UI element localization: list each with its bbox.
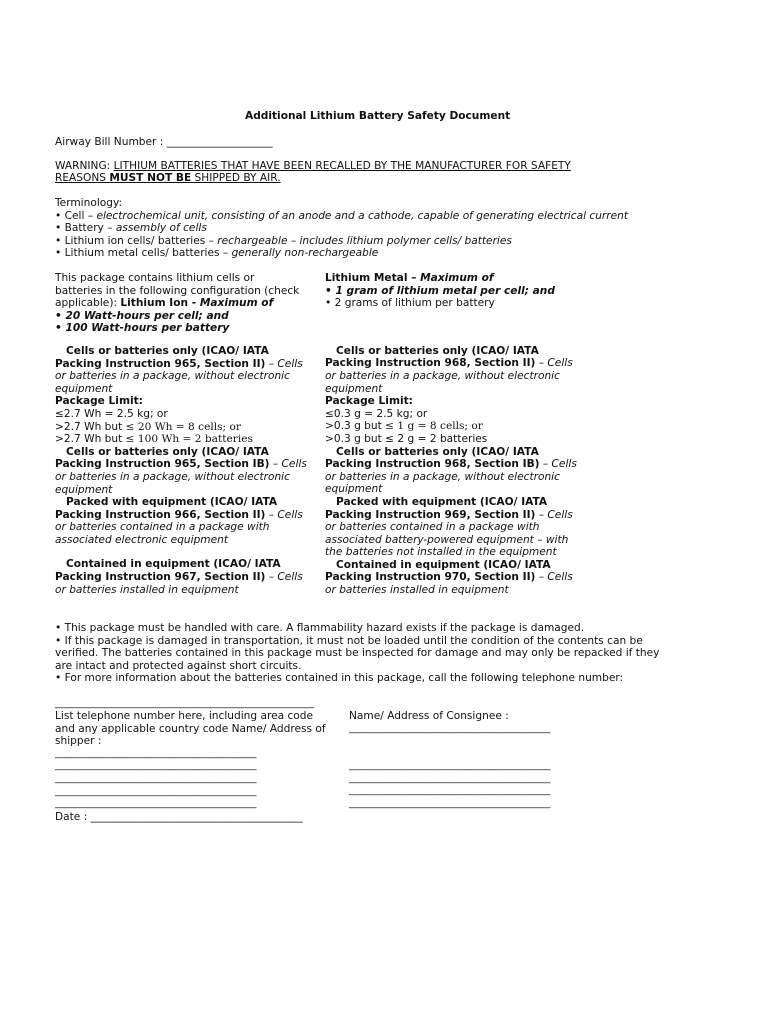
package-limit-heading: Package Limit:	[55, 395, 143, 408]
pi966-line	[55, 509, 307, 522]
consignee-blank-line[interactable]: __________________________________________	[349, 760, 551, 772]
maximum-of: Maximum of	[420, 272, 494, 284]
pi968-ii-heading: Cells or batteries only (ICAO/ IATA	[336, 344, 539, 357]
pi969-desc-3: associated battery-powered equipment – with	[325, 533, 569, 546]
pi970-line	[325, 571, 577, 584]
pi966-heading: Packed with equipment (ICAO/ IATA	[66, 496, 278, 509]
limit-3a: >2.7 Wh but	[55, 433, 126, 446]
consignee-blank-line[interactable]: __________________________________________	[349, 797, 551, 809]
shipper-blank-line[interactable]: __________________________________________	[55, 785, 257, 797]
ion-bullet-2: • 100 Watt-hours per battery	[55, 322, 230, 335]
dash: –	[535, 571, 548, 584]
term-label: • Lithium metal cells/ batteries –	[55, 247, 232, 260]
note-damaged-2: verified. The batteries contained in this package must be inspected for damage and may only be repacked if they	[55, 647, 660, 660]
maximum-of: Maximum of	[199, 297, 274, 310]
shipper-blank-line[interactable]: __________________________________________	[55, 760, 257, 772]
metal-bullet-2: • 2 grams of lithium per battery	[325, 297, 495, 310]
dash: –	[265, 571, 278, 584]
term-cell	[55, 210, 628, 223]
package-limit-heading: Package Limit:	[325, 395, 413, 408]
term-lithium-ion	[55, 235, 628, 248]
lithium-ion-label: Lithium Ion -	[120, 297, 200, 310]
term-lithium-metal	[55, 247, 628, 260]
desc: Cells	[277, 571, 303, 584]
pi970-desc-2: or batteries installed in equipment	[325, 584, 509, 597]
note-damaged-1: • If this package is damaged in transportation, it must not be loaded until the condition of the contents can be	[55, 634, 643, 647]
airway-bill-field: Airway Bill Number : ____________________	[55, 136, 273, 148]
pi965-ib-line	[55, 458, 307, 471]
pi968-ii-line	[325, 357, 577, 370]
desc: Cells	[551, 458, 577, 471]
lithium-metal-label: Lithium Metal –	[325, 272, 421, 284]
pi965-ii-heading: Cells or batteries only (ICAO/ IATA	[66, 344, 269, 357]
consignee-blank-line[interactable]: __________________________________________	[349, 785, 551, 797]
limit-2	[55, 421, 307, 434]
lithium-ion-column	[55, 272, 307, 596]
pi967-label: Packing Instruction 967, Section II)	[55, 571, 266, 584]
desc: Cells	[547, 357, 573, 370]
term-label: • Cell –	[55, 209, 97, 222]
shipper-label-2: and any applicable country code Name/ Address of	[55, 722, 326, 735]
shipper-blank-line[interactable]: __________________________________________	[55, 747, 257, 759]
consignee-label: Name/ Address of Consignee :	[349, 710, 509, 722]
shipper-block	[55, 710, 326, 823]
pi968-ii-desc-3: equipment	[325, 382, 383, 395]
note-more-info: • For more information about the batteries contained in this package, call the following telephone number:	[55, 672, 624, 685]
desc: Cells	[281, 458, 307, 471]
pi969-desc-4: the batteries not installed in the equipment	[325, 546, 557, 559]
warning-prefix: WARNING:	[55, 160, 114, 172]
warning-text-2a: REASONS	[55, 172, 110, 184]
note-handle-care: • This package must be handled with care. A flammability hazard exists if the package is damaged.	[55, 622, 585, 634]
pi965-ii-label: Packing Instruction 965, Section II)	[55, 357, 266, 370]
term-label: • Battery –	[55, 222, 116, 235]
limit-2a: >2.7 Wh but	[55, 420, 126, 433]
shipper-blank-line[interactable]: __________________________________________	[55, 772, 257, 784]
note-damaged-3: are intact and protected against short circuits.	[55, 659, 302, 672]
dash: –	[265, 508, 278, 521]
warning-text-1: LITHIUM BATTERIES THAT HAVE BEEN RECALLED BY THE MANUFACTURER FOR SAFETY	[113, 160, 571, 172]
metal-heading	[325, 272, 577, 285]
shipper-label-1: List telephone number here, including area code	[55, 710, 314, 722]
limit-3b: ≤ 100 Wh = 2 batteries	[125, 433, 253, 446]
pi965-ii-desc-3: equipment	[55, 382, 113, 395]
limit-1: ≤0.3 g = 2.5 kg; or	[325, 407, 428, 420]
terminology-section	[55, 197, 628, 260]
document-title: Additional Lithium Battery Safety Document	[245, 110, 511, 122]
term-definition: rechargeable – includes lithium polymer cells/ batteries	[217, 234, 512, 247]
pi967-heading: Contained in equipment (ICAO/ IATA	[66, 558, 281, 571]
pi965-ib-desc-2: or batteries in a package, without electronic	[55, 470, 290, 483]
consignee-blank-line[interactable]: __________________________________________	[349, 772, 551, 784]
warning-line-1	[55, 160, 571, 173]
pi966-desc-2: or batteries contained in a package with	[55, 521, 270, 534]
shipper-blank-line[interactable]: __________________________________________	[55, 798, 257, 810]
limit-2	[325, 420, 577, 433]
dash: –	[539, 458, 552, 471]
shipper-label-3: shipper :	[55, 735, 102, 748]
warning-line-2	[55, 172, 281, 185]
limit-3: >0.3 g but ≤ 2 g = 2 batteries	[325, 432, 488, 445]
pi968-ii-label: Packing Instruction 968, Section II)	[325, 357, 536, 370]
lithium-metal-column	[325, 272, 577, 597]
intro-applicable: applicable):	[55, 297, 121, 310]
desc: Cells	[547, 571, 573, 584]
pi966-desc-3: associated electronic equipment	[55, 533, 229, 546]
term-definition: assembly of cells	[115, 222, 207, 235]
pi968-ib-desc-2: or batteries in a package, without electronic	[325, 470, 560, 483]
telephone-line[interactable]: ______________________________________________________	[55, 698, 315, 709]
pi965-ib-label: Packing Instruction 965, Section IB)	[55, 458, 270, 471]
desc: Cells	[547, 508, 573, 521]
pi969-desc-2: or batteries contained in a package with	[325, 521, 540, 534]
pi965-ii-desc-2: or batteries in a package, without electronic	[55, 370, 290, 383]
pi969-heading: Packed with equipment (ICAO/ IATA	[336, 495, 548, 508]
warning-must-not-be: MUST NOT BE	[109, 172, 192, 184]
warning-text-2c: SHIPPED BY AIR.	[191, 172, 281, 184]
consignee-block	[349, 710, 550, 811]
pi968-ib-desc-3: equipment	[325, 483, 383, 496]
desc: Cells	[277, 357, 303, 370]
pi968-ib-heading: Cells or batteries only (ICAO/ IATA	[336, 445, 539, 458]
pi965-ib-desc-3: equipment	[55, 483, 113, 496]
handling-notes	[55, 622, 659, 685]
pi969-line	[325, 509, 577, 522]
metal-bullet-1: • 1 gram of lithium metal per cell; and	[325, 284, 555, 297]
pi965-ii-line	[55, 358, 307, 371]
dash: –	[265, 357, 278, 370]
pi970-label: Packing Instruction 970, Section II)	[325, 571, 536, 584]
term-definition: electrochemical unit, consisting of an anode and a cathode, capable of generating electrical current	[96, 209, 629, 222]
pi968-ib-line	[325, 458, 577, 471]
pi968-ii-desc-2: or batteries in a package, without electronic	[325, 369, 560, 382]
dash: –	[535, 357, 548, 370]
limit-2a: >0.3 g but	[325, 420, 386, 433]
intro-line-3	[55, 297, 307, 310]
pi965-ib-heading: Cells or batteries only (ICAO/ IATA	[66, 445, 269, 458]
limit-3	[55, 433, 307, 446]
pi967-desc-2: or batteries installed in equipment	[55, 583, 239, 596]
pi968-ib-label: Packing Instruction 968, Section IB)	[325, 458, 540, 471]
desc: Cells	[277, 508, 303, 521]
dash: –	[535, 508, 548, 521]
dash: –	[269, 458, 282, 471]
pi966-label: Packing Instruction 966, Section II)	[55, 508, 266, 521]
limit-2b: ≤ 1 g = 8 cells; or	[385, 420, 483, 433]
pi969-label: Packing Instruction 969, Section II)	[325, 508, 536, 521]
intro-line-2: batteries in the following configuration (check	[55, 284, 300, 297]
pi967-line	[55, 571, 307, 584]
date-field[interactable]: Date : ________________________________________	[55, 810, 303, 823]
terminology-heading: Terminology:	[55, 197, 123, 209]
term-label: • Lithium ion cells/ batteries –	[55, 234, 218, 247]
term-definition: generally non-rechargeable	[231, 247, 379, 260]
limit-2b: ≤ 20 Wh = 8 cells; or	[125, 420, 241, 433]
term-battery	[55, 222, 628, 235]
consignee-blank-line[interactable]: __________________________________________	[349, 722, 551, 734]
ion-bullet-1: • 20 Watt-hours per cell; and	[55, 309, 229, 322]
pi970-heading: Contained in equipment (ICAO/ IATA	[336, 558, 551, 571]
intro-line-1: This package contains lithium cells or	[55, 272, 255, 284]
limit-1: ≤2.7 Wh = 2.5 kg; or	[55, 407, 168, 420]
